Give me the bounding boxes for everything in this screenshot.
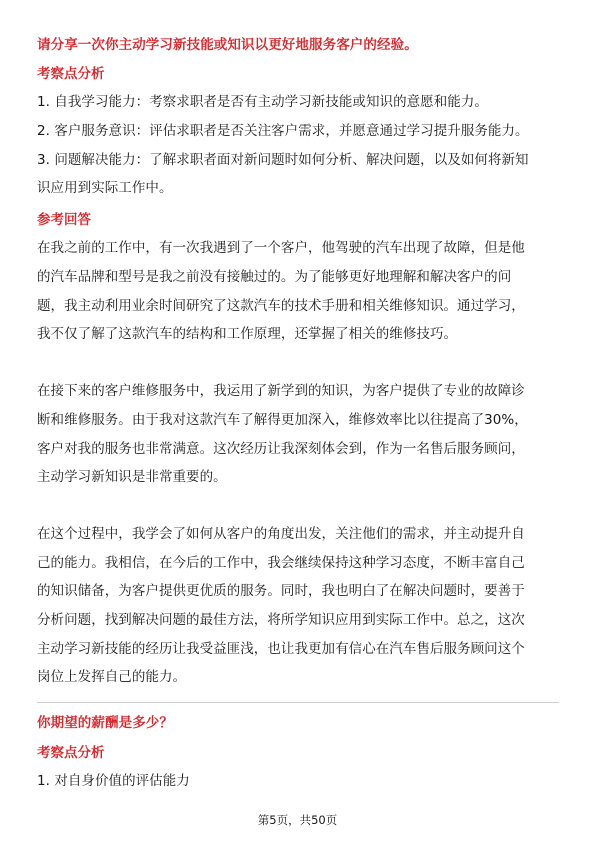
- analysis-line: 识应用到实际工作中。: [37, 180, 173, 196]
- answer-line: 主动学习新技能的经历让我受益匪浅，也让我更加有信心在汽车售后服务顾问这个: [37, 641, 525, 657]
- analysis-line: 2. 客户服务意识：评估求职者是否关注客户需求，并愿意通过学习提升服务能力。: [37, 123, 529, 139]
- page-number: 第5页，共50页: [257, 813, 338, 827]
- answer-line: 在我之前的工作中，有一次我遇到了一个客户，他驾驶的汽车出现了故障，但是他: [37, 240, 525, 256]
- analysis-line: 3. 问题解决能力：了解求职者面对新问题时如何分析、解决问题，以及如何将新知: [37, 152, 529, 168]
- question-title: 你期望的薪酬是多少？: [37, 715, 173, 731]
- analysis-heading: 考察点分析: [37, 745, 105, 761]
- analysis-heading: 考察点分析: [37, 66, 105, 82]
- answer-line: 己的能力。我相信，在今后的工作中，我会继续保持这种学习态度，不断丰富自己: [37, 555, 525, 571]
- answer-line: 在这个过程中，我学会了如何从客户的角度出发，关注他们的需求，并主动提升自: [37, 526, 525, 542]
- section-divider: [37, 702, 559, 703]
- answer-line: 客户对我的服务也非常满意。这次经历让我深刻体会到，作为一名售后服务顾问，: [37, 441, 525, 457]
- answer-line: 在接下来的客户维修服务中，我运用了新学到的知识，为客户提供了专业的故障诊: [37, 383, 525, 399]
- answer-line: 分析问题，找到解决问题的最佳方法，将所学知识应用到实际工作中。总之，这次: [37, 612, 525, 628]
- answer-line: 的知识储备，为客户提供更优质的服务。同时，我也明白了在解决问题时，要善于: [37, 583, 525, 599]
- answer-heading: 参考回答: [37, 212, 91, 228]
- answer-line: 我不仅了解了这款汽车的结构和工作原理，还掌握了相关的维修技巧。: [37, 326, 458, 342]
- analysis-line: 1. 自我学习能力：考察求职者是否有主动学习新技能或知识的意愿和能力。: [37, 94, 488, 110]
- answer-line: 题，我主动利用业余时间研究了这款汽车的技术手册和相关维修知识。通过学习，: [37, 298, 525, 314]
- answer-line: 的汽车品牌和型号是我之前没有接触过的。为了能够更好地理解和解决客户的问: [37, 269, 512, 285]
- question-title: 请分享一次你主动学习新技能或知识以更好地服务客户的经验。: [37, 37, 418, 53]
- analysis-line: 1. 对自身价值的评估能力: [37, 773, 190, 789]
- answer-line: 断和维修服务。由于我对这款汽车了解得更加深入，维修效率比以往提高了30%，: [37, 412, 528, 428]
- answer-line: 岗位上发挥自己的能力。: [37, 669, 187, 685]
- answer-line: 主动学习新知识是非常重要的。: [37, 469, 227, 485]
